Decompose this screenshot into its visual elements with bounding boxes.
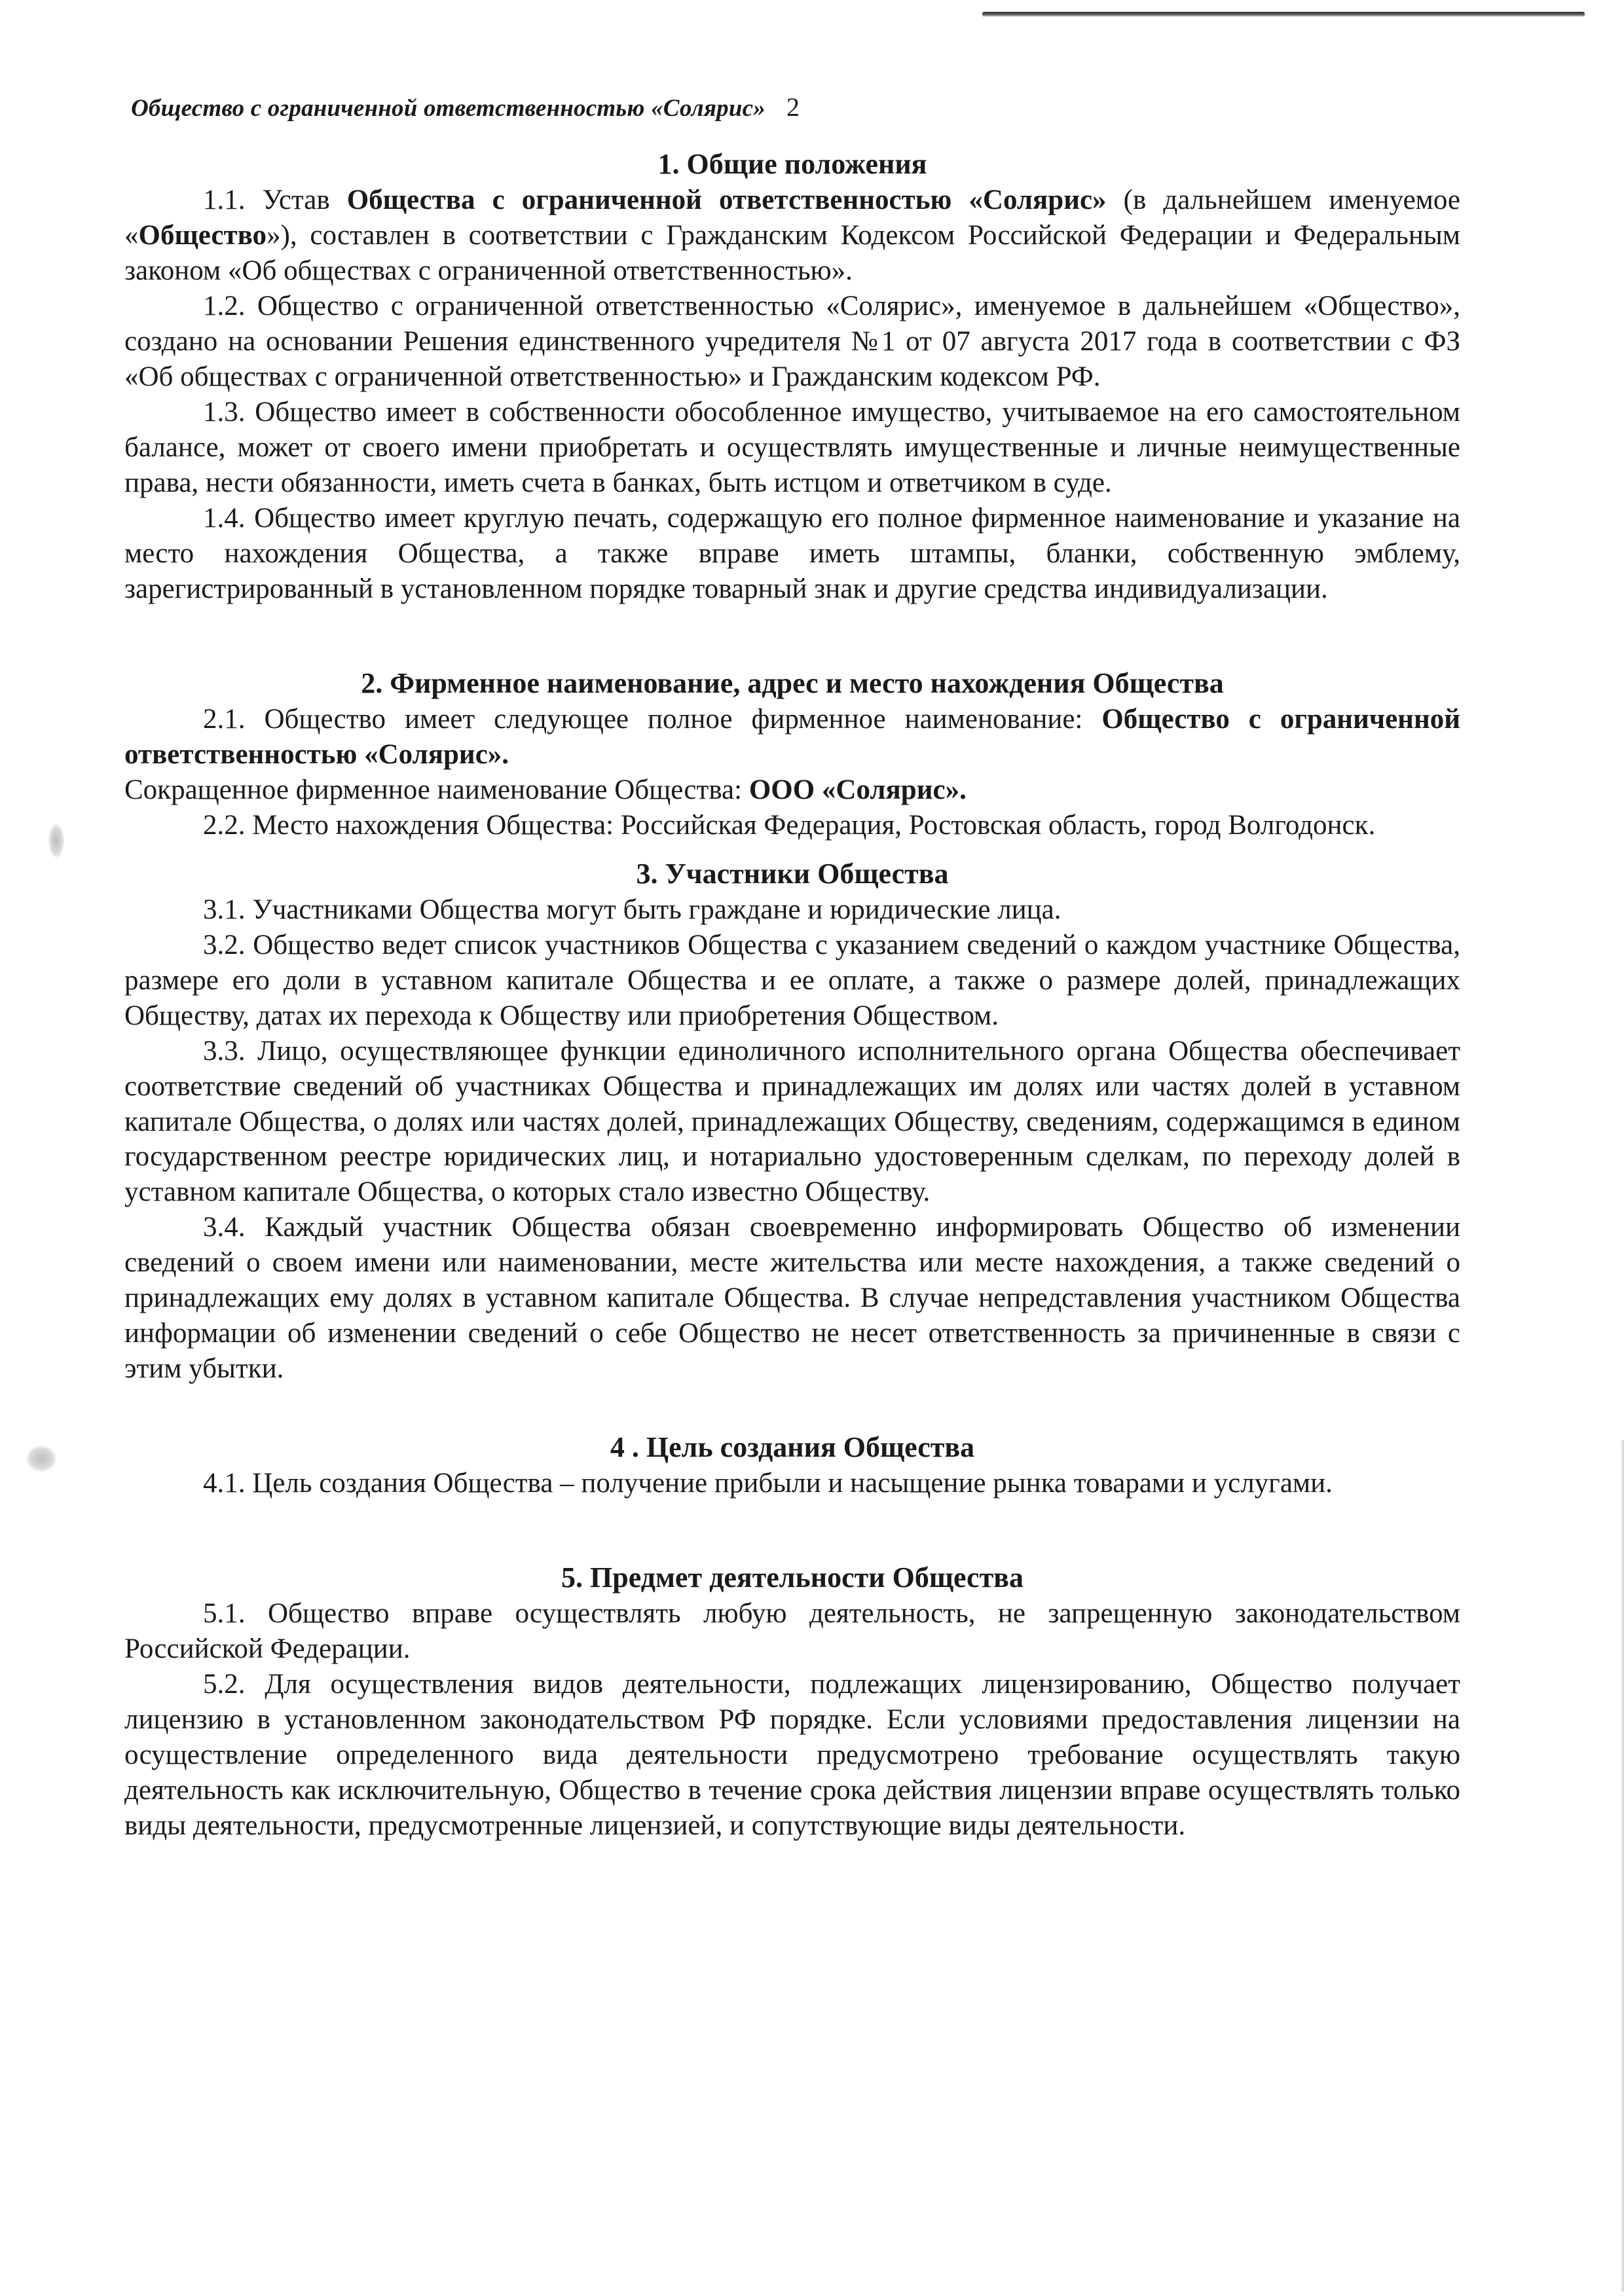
spacer (124, 1387, 1460, 1429)
page-header (131, 92, 1493, 122)
paragraph-2-1 (124, 702, 1460, 773)
punch-hole-mark (48, 824, 64, 858)
spacer (124, 607, 1460, 665)
scan-top-edge-shadow (982, 12, 1585, 17)
paragraph-5-1: 5.1. Общество вправе осуществлять любую деятельность, не запрещенную законодательством Российской Федерации. (124, 1598, 1460, 1665)
paragraph-1-1-company-bold: Общества с ограниченной ответственностью «Солярис» (346, 185, 1107, 216)
paragraph-1-4: 1.4. Общество имеет круглую печать, содержащую его полное фирменное наименование и указание на место нахождения Общества, а также вправе иметь штампы, бланки, собственную эмблему, зарегистрированный в установленном порядке товарный знак и другие средства индивидуализации. (124, 502, 1460, 604)
paragraph-1-3: 1.3. Общество имеет в собственности обособленное имущество, учитываемое на его самостоятельном балансе, может от своего имени приобретать и осуществлять имущественные и личные неимущественные права, нести обязанности, иметь счета в банках, быть истцом и ответчиком в суде. (124, 396, 1460, 498)
header-company-name: Общество с ограниченной ответственностью «Солярис» (131, 95, 766, 122)
paragraph-5-2: 5.2. Для осуществления видов деятельности, подлежащих лицензированию, Общество получает лицензию в установленном законодательством РФ порядке. Если условиями предоставления лицензии на осуществление определенного вида деятельности предусмотрено требование осуществлять такую деятельность как исключительную, Общество в течение срока действия лицензии вправе осуществлять только виды деятельности, предусмотренные лицензией, и сопутствующие виды деятельности. (124, 1669, 1460, 1842)
paragraph-3-1: 3.1. Участниками Общества могут быть граждане и юридические лица. (203, 894, 1061, 925)
paragraph-3-3: 3.3. Лицо, осуществляющее функции единоличного исполнительного органа Общества обеспечивает соответствие сведений об участниках Общества и принадлежащих им долях или частях долей в уставном капитале Общества, о долях или частях долей, принадлежащих Обществу, сведениям, содержащимся в едином государственном реестре юридических лиц, и нотариально удостоверенным сделкам, по переходу долей в уставном капитале Общества, о которых стало известно Обществу. (124, 1035, 1460, 1208)
document-body (124, 145, 1460, 1844)
short-name-value: ООО «Солярис». (748, 774, 967, 805)
paragraph-short-name (124, 773, 1460, 808)
paragraph-1-1-society-bold: Общество (138, 220, 267, 251)
section-2-title: 2. Фирменное наименование, адрес и место нахождения Общества (361, 666, 1224, 699)
section-3-title: 3. Участники Общества (636, 857, 949, 890)
paragraph-1-1 (124, 183, 1460, 289)
punch-hole-mark (26, 1446, 56, 1472)
scan-right-edge-shadow (1620, 1440, 1624, 2291)
paragraph-1-1-number: 1.1. Устав (203, 185, 347, 216)
section-1-title: 1. Общие положения (657, 148, 927, 180)
paragraph-2-2: 2.2. Место нахождения Общества: Российская Федерация, Ростовская область, город Волгодонск. (203, 809, 1376, 841)
section-4-title: 4 . Цель создания Общества (610, 1431, 975, 1464)
spacer (124, 843, 1460, 855)
paragraph-1-1-text-end: »), составлен в соответствии с Гражданским Кодексом Российской Федерации и Федеральным законом «Об обществах с ограниченной ответственностью». (124, 220, 1460, 287)
paragraph-2-1-text: 2.1. Общество имеет следующее полное фирменное наименование: (203, 703, 1102, 735)
paragraph-3-4: 3.4. Каждый участник Общества обязан своевременно информировать Общество об изменении сведений о своем имени или наименовании, месте жительства или месте нахождения, а также сведений о принадлежащих ему долях в уставном капитале Общества. В случае непредставления участником Общества информации об изменении сведений о себе Общество не несет ответственность за причиненные в связи с этим убытки. (124, 1212, 1460, 1385)
spacer (124, 1501, 1460, 1559)
paragraph-1-1-text: (в дальнейшем именуемое « (124, 185, 1460, 251)
paragraph-2-1-company-bold: Общество с ограниченной ответственностью «Солярис». (124, 703, 1461, 770)
section-5-title: 5. Предмет деятельности Общества (561, 1561, 1024, 1594)
paragraph-3-2: 3.2. Общество ведет список участников Общества с указанием сведений о каждом участнике Общества, размере его доли в уставном капитале Общества и ее оплате, а также о размере долей, принадлежащих Обществу, датах их перехода к Обществу или приобретения Обществом. (124, 929, 1460, 1031)
paragraph-1-2: 1.2. Общество с ограниченной ответственностью «Солярис», именуемое в дальнейшем «Общество», создано на основании Решения единственного учредителя №1 от 07 августа 2017 года в соответствии с ФЗ «Об обществах с ограниченной ответственностью» и Гражданским кодексом РФ. (124, 291, 1460, 392)
page-number: 2 (786, 92, 800, 122)
paragraph-4-1: 4.1. Цель создания Общества – получение прибыли и насыщение рынка товарами и услугами. (203, 1468, 1333, 1499)
short-name-label: Сокращенное фирменное наименование Общества: (124, 774, 749, 805)
